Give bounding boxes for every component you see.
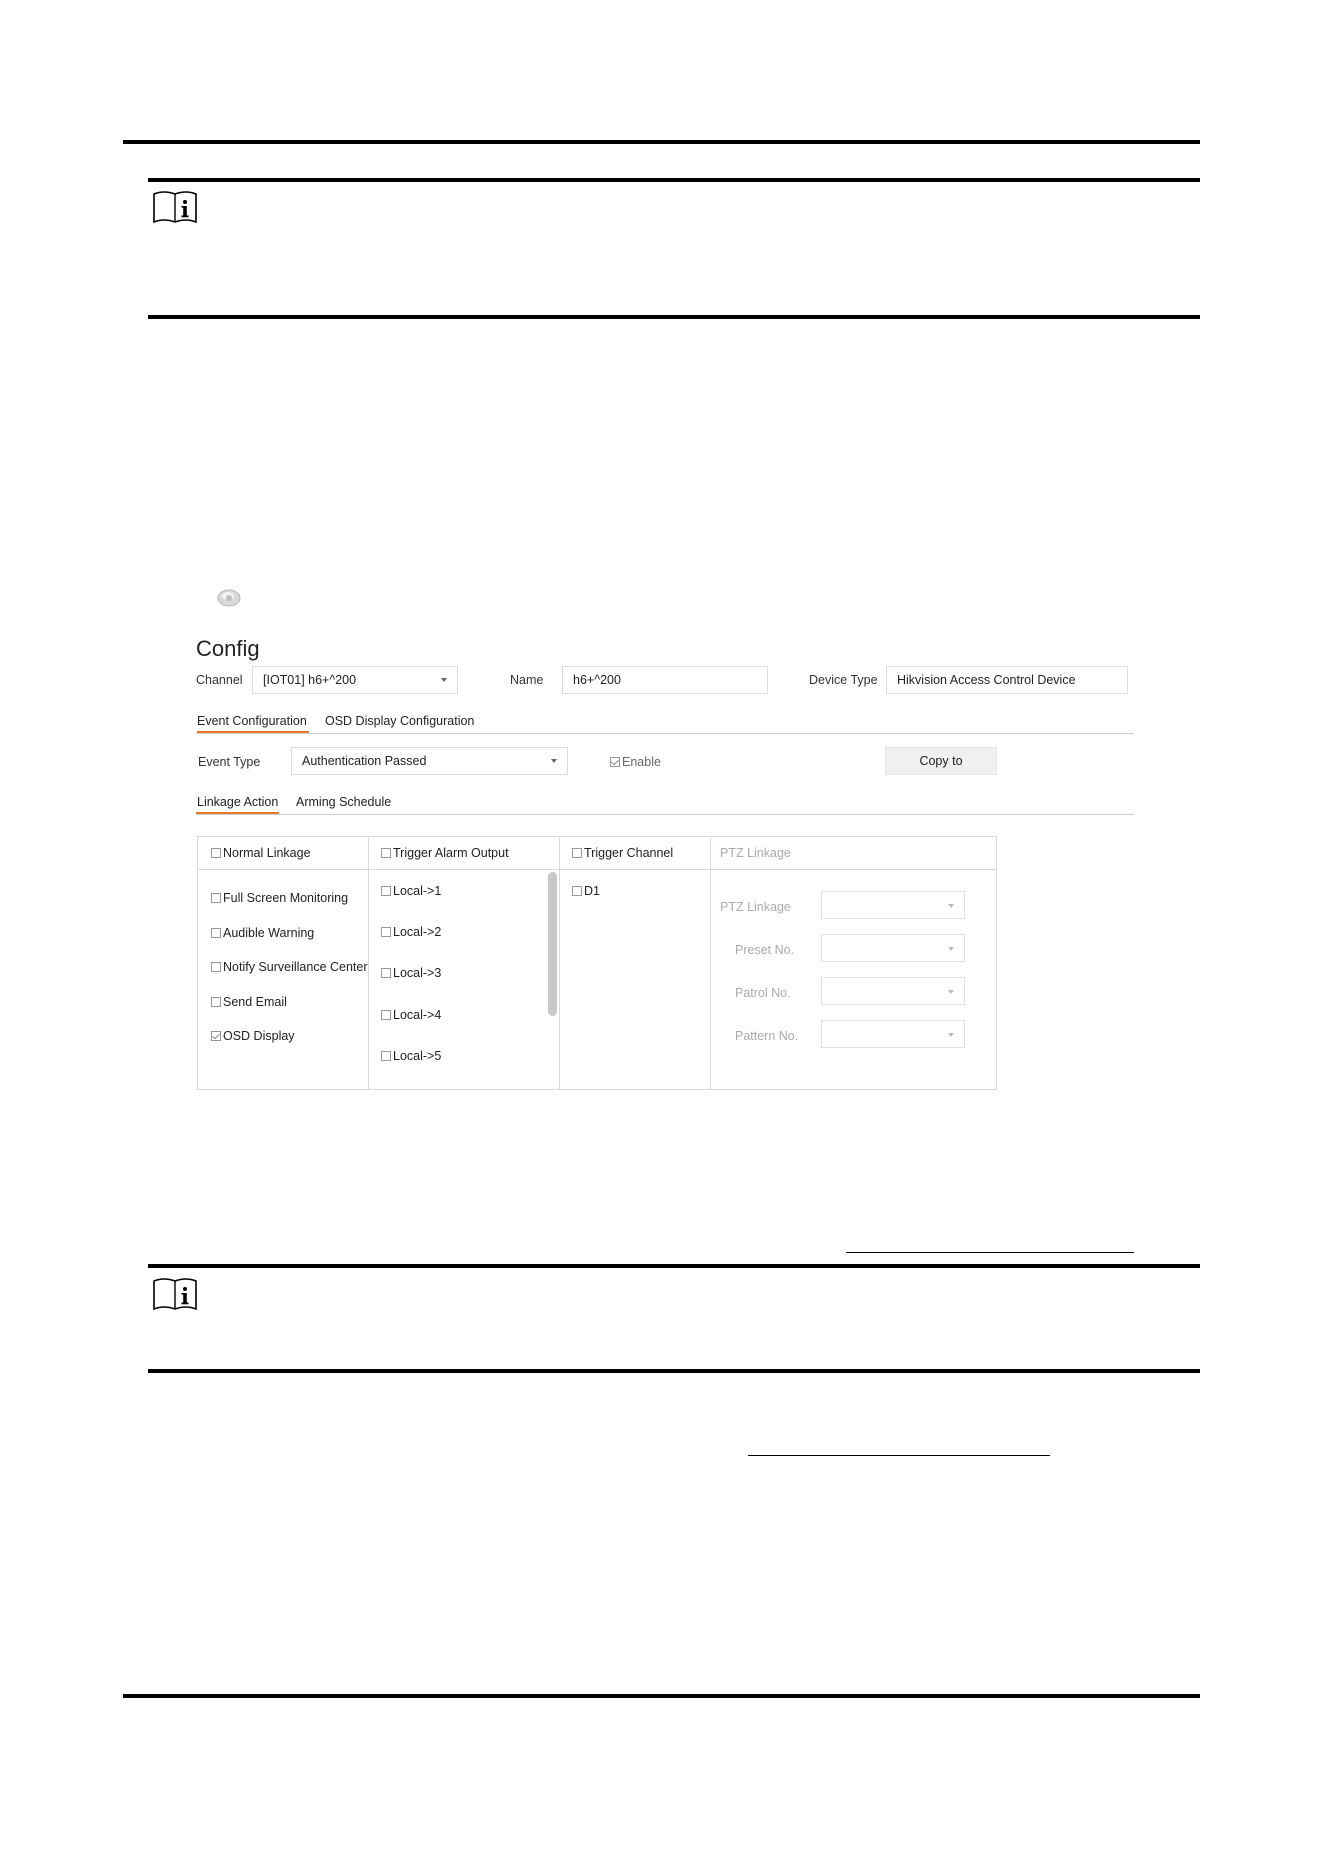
ptz-linkage-label: PTZ Linkage <box>720 900 791 914</box>
device-type-value: Hikvision Access Control Device <box>897 673 1076 687</box>
hyperlink-underline[interactable] <box>748 1455 1050 1456</box>
event-type-label: Event Type <box>198 755 261 769</box>
name-label: Name <box>510 673 544 687</box>
linkage-item-osd-display[interactable]: OSD Display <box>211 1029 295 1043</box>
name-field[interactable] <box>562 666 768 694</box>
tab-osd-display-configuration[interactable]: OSD Display Configuration <box>325 714 475 728</box>
preset-no-select <box>821 934 965 962</box>
checkbox-icon <box>381 927 391 937</box>
linkage-grid-header-divider <box>197 869 997 870</box>
column-divider <box>559 836 560 1090</box>
enable-checkbox[interactable] <box>610 755 661 769</box>
pattern-no-label: Pattern No. <box>735 1029 799 1043</box>
name-field-value: h6+^200 <box>573 673 621 687</box>
checkbox-icon <box>572 848 582 858</box>
device-type-label: Device Type <box>809 673 878 687</box>
checkbox-icon <box>211 1031 221 1041</box>
info-note-icon <box>152 188 198 224</box>
channel-select[interactable] <box>252 666 458 694</box>
tab-arming-schedule[interactable]: Arming Schedule <box>296 795 392 809</box>
chevron-down-icon <box>948 947 954 951</box>
checkbox-icon <box>211 962 221 972</box>
footer-rule <box>123 1694 1200 1698</box>
checkbox-icon <box>381 1010 391 1020</box>
trigger-alarm-output-header[interactable]: Trigger Alarm Output <box>381 846 509 860</box>
checkbox-icon <box>381 848 391 858</box>
linkage-item-full-screen-monitoring[interactable]: Full Screen Monitoring <box>211 891 348 905</box>
ptz-linkage-select <box>821 891 965 919</box>
checkbox-icon <box>211 928 221 938</box>
chevron-down-icon <box>948 1033 954 1037</box>
alarm-output-item[interactable]: Local->3 <box>381 966 441 980</box>
trigger-channel-item[interactable]: D1 <box>572 884 600 898</box>
header-rule <box>123 140 1200 144</box>
subtabs-divider <box>196 814 1134 815</box>
info-note-icon <box>152 1275 198 1311</box>
chevron-down-icon <box>551 759 557 763</box>
column-divider <box>710 836 711 1090</box>
checkbox-icon <box>610 757 620 767</box>
note-top-rule <box>148 1264 1200 1268</box>
checkbox-icon <box>572 886 582 896</box>
gear-icon[interactable] <box>216 586 242 608</box>
chevron-down-icon <box>948 904 954 908</box>
channel-label: Channel <box>196 673 243 687</box>
note-top-rule <box>148 178 1200 182</box>
event-type-select-value: Authentication Passed <box>302 754 427 768</box>
page-title: Config <box>196 636 260 661</box>
pattern-no-select <box>821 1020 965 1048</box>
device-type-field <box>886 666 1128 694</box>
column-divider <box>368 836 369 1090</box>
event-type-select[interactable] <box>291 747 568 775</box>
normal-linkage-header[interactable]: Normal Linkage <box>211 846 311 860</box>
tab-linkage-action[interactable]: Linkage Action <box>197 795 279 809</box>
copy-to-button[interactable]: Copy to <box>885 747 997 775</box>
enable-label: Enable <box>622 755 661 769</box>
patrol-no-select <box>821 977 965 1005</box>
chevron-down-icon <box>441 678 447 682</box>
ptz-linkage-header: PTZ Linkage <box>720 846 791 860</box>
patrol-no-label: Patrol No. <box>735 986 791 1000</box>
note-bottom-rule <box>148 315 1200 319</box>
checkbox-icon <box>211 997 221 1007</box>
checkbox-icon <box>381 886 391 896</box>
checkbox-icon <box>211 848 221 858</box>
hyperlink-underline[interactable] <box>846 1252 1134 1253</box>
linkage-item-notify-surveillance-center[interactable]: Notify Surveillance Center <box>211 960 368 974</box>
preset-no-label: Preset No. <box>735 943 795 957</box>
linkage-item-send-email[interactable]: Send Email <box>211 995 287 1009</box>
linkage-item-audible-warning[interactable]: Audible Warning <box>211 926 314 940</box>
alarm-output-item[interactable]: Local->2 <box>381 925 441 939</box>
trigger-channel-header[interactable]: Trigger Channel <box>572 846 673 860</box>
channel-select-value: [IOT01] h6+^200 <box>263 673 357 687</box>
checkbox-icon <box>381 968 391 978</box>
alarm-output-scrollbar[interactable] <box>548 872 557 1016</box>
checkbox-icon <box>211 893 221 903</box>
chevron-down-icon <box>948 990 954 994</box>
tab-event-configuration[interactable]: Event Configuration <box>197 714 307 728</box>
alarm-output-item[interactable]: Local->5 <box>381 1049 441 1063</box>
tabs-divider <box>196 733 1134 734</box>
checkbox-icon <box>381 1051 391 1061</box>
alarm-output-item[interactable]: Local->1 <box>381 884 441 898</box>
note-bottom-rule <box>148 1369 1200 1373</box>
alarm-output-item[interactable]: Local->4 <box>381 1008 441 1022</box>
